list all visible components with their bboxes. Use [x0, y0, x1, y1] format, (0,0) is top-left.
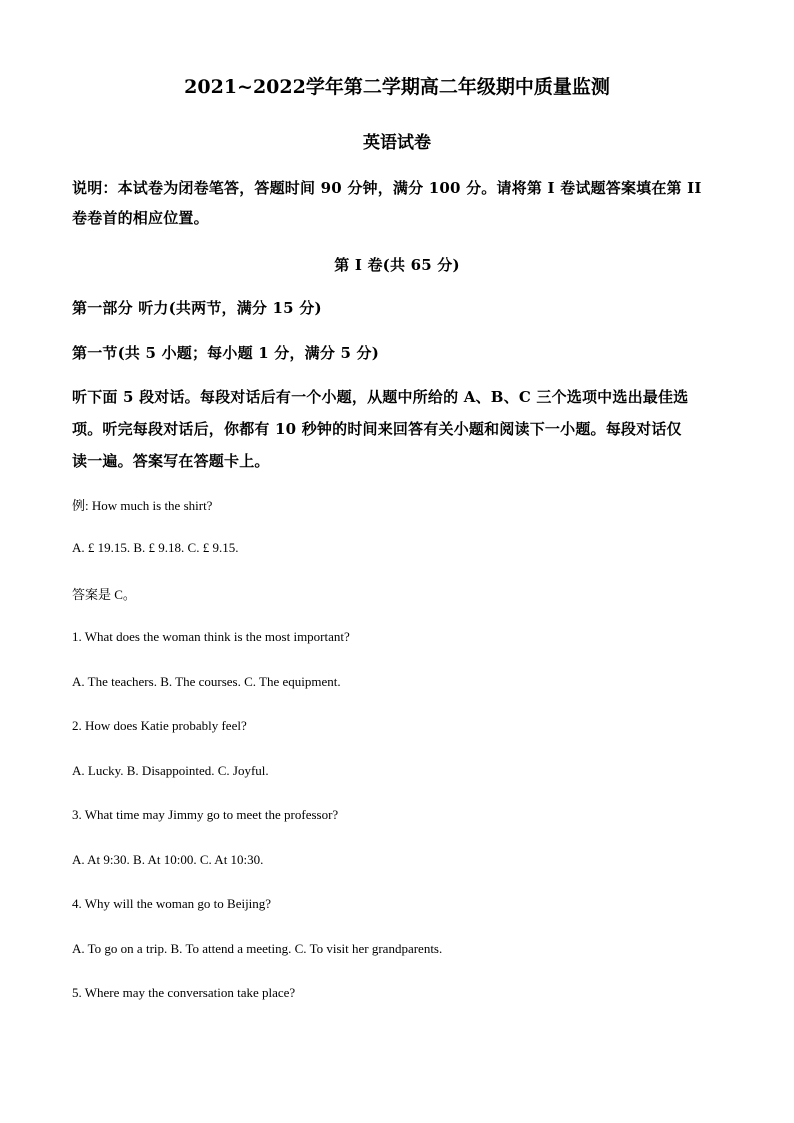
exam-subtitle: 英语试卷 — [363, 133, 431, 153]
directions-line-3: 读一遍。答案写在答题卡上。 — [72, 452, 270, 470]
example-answer: 答案是 C。 — [72, 587, 136, 602]
question-2-options: A. Lucky. B. Disappointed. C. Joyful. — [72, 763, 269, 778]
instructions-line-1: 说明：本试卷为闭卷笔答，答题时间 90 分钟，满分 100 分。请将第 I 卷试题答案填在第 II — [72, 179, 702, 197]
question-4-options: A. To go on a trip. B. To attend a meeting. C. To visit her grandparents. — [72, 941, 443, 956]
question-3: 3. What time may Jimmy go to meet the professor? — [72, 807, 339, 822]
directions-line-1: 听下面 5 段对话。每段对话后有一个小题，从题中所给的 A、B、C 三个选项中选出最佳选 — [72, 388, 689, 406]
exam-title: 2021~2022学年第二学期高二年级期中质量监测 — [184, 76, 610, 98]
question-2: 2. How does Katie probably feel? — [72, 718, 247, 733]
question-5: 5. Where may the conversation take place? — [72, 985, 296, 1000]
question-3-options: A. At 9:30. B. At 10:00. C. At 10:30. — [72, 852, 264, 867]
volume-heading: 第 I 卷(共 65 分) — [334, 256, 460, 274]
example-options: A. £ 19.15. B. £ 9.18. C. £ 9.15. — [72, 540, 239, 555]
directions-line-2: 项。听完每段对话后，你都有 10 秒钟的时间来回答有关小题和阅读下一小题。每段对话仅 — [72, 420, 682, 438]
section-heading: 第一部分 听力(共两节，满分 15 分) — [72, 299, 322, 317]
example-question: 例: How much is the shirt? — [72, 498, 213, 513]
question-1: 1. What does the woman think is the most important? — [72, 629, 350, 644]
question-4: 4. Why will the woman go to Beijing? — [72, 896, 272, 911]
instructions-line-2: 卷卷首的相应位置。 — [72, 209, 209, 227]
question-1-options: A. The teachers. B. The courses. C. The equipment. — [72, 674, 341, 689]
subsection-heading: 第一节(共 5 小题；每小题 1 分，满分 5 分) — [72, 344, 380, 362]
